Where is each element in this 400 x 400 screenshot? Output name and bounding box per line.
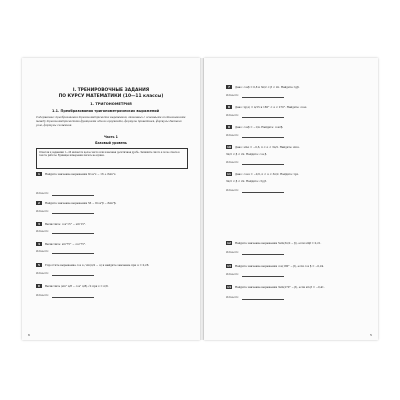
- problem-number: 9: [226, 125, 232, 129]
- problem-text: Найдите значение выражения cos(180° − β), если cos β = −0,24.: [235, 264, 325, 268]
- answer-label: Ответ:: [226, 94, 240, 97]
- level-title: Базовый уровень: [95, 141, 127, 145]
- answer-line[interactable]: [242, 192, 284, 193]
- problem-text: Дано: cosβ = 0,8 и 3π/2 < β < 2π. Найдите: tgβ.: [235, 85, 300, 89]
- problem-number: 10: [227, 145, 231, 149]
- problem-number: 14: [227, 285, 231, 289]
- answer-label: Ответ:: [36, 230, 50, 233]
- page-number: 6: [28, 333, 30, 337]
- problem-number: 5: [36, 263, 42, 267]
- answer-label: Ответ:: [226, 189, 240, 192]
- answer-line[interactable]: [52, 297, 94, 298]
- answer-line[interactable]: [52, 213, 94, 214]
- problem-text: Дано: sinα = −0,6, π < α < 3π/2. Найдите: sinα.: [235, 145, 300, 149]
- problem-text: Дано: cosβ = −1/4. Найдите: cos2β.: [235, 125, 284, 129]
- section-title: I. ТРЕНИРОВОЧНЫЕ ЗАДАНИЯ: [72, 88, 150, 93]
- problem-number: 4: [36, 242, 42, 246]
- problem-number: 13: [227, 264, 231, 268]
- problem-text: Найдите значение выражения 5sin(3π/2 − β), если sinβ = 0,21.: [235, 241, 322, 245]
- intro-paragraph: Содержание: преобразования тригонометрических выражений, связанных с основными соотношениями между тригонометрическими функциями одного аргумента, формулы приведения, формулы двойного угла, формулы сложения.: [36, 116, 186, 127]
- problem-text: Найдите значение выражения 56 − 8cos²β − 8sin²β.: [45, 201, 117, 205]
- problem-text: Дано: cosα = −0,6, π < α < 3π/2. Найдите: tgα.: [235, 172, 299, 176]
- answer-label: Ответ:: [36, 272, 50, 275]
- right-page: [204, 58, 378, 340]
- problem-text: Вычислите: cos²15° − sin²15°.: [45, 222, 87, 226]
- answer-label: Ответ:: [226, 251, 240, 254]
- answer-label: Ответ:: [36, 210, 50, 213]
- answer-line[interactable]: [242, 276, 284, 277]
- problem-number: 12: [227, 241, 231, 245]
- problem-text: Дано: tg(α) = 4/15 и 180° < α < 270°. Найдите: cosα.: [235, 105, 308, 109]
- subchapter-title: 1.1. Преобразования тригонометрических выражений: [52, 109, 160, 113]
- left-page: [22, 58, 200, 340]
- part-title: Часть 1: [104, 135, 118, 139]
- problem-number: 3: [36, 222, 42, 226]
- answer-label: Ответ:: [226, 134, 240, 137]
- instruction-box: [36, 148, 188, 169]
- problem-text: Вычислите (sin² π/8 − cos² π/8)·√2 при x = π/8.: [45, 284, 109, 288]
- problem-number: 1: [36, 172, 42, 176]
- problem-text: Вычислите: sin²75° − cos²75°.: [45, 242, 87, 246]
- problem-text-cont: 3π/2 < β < 2π. Найдите: ctg β.: [226, 180, 267, 183]
- problem-number: 6: [36, 284, 42, 288]
- problem-text-cont: 3π/2 < β < 2π. Найдите: cos β.: [226, 153, 268, 156]
- answer-label: Ответ:: [226, 273, 240, 276]
- answer-line[interactable]: [52, 233, 94, 234]
- problem-text: Упростите выражение cos α / sin(π/2 − α) и найдите значение при α = 0,28.: [45, 263, 150, 267]
- chapter-title: 1. ТРИГОНОМЕТРИЯ: [90, 102, 132, 106]
- problem-number: 7: [226, 85, 232, 89]
- problem-number: 11: [227, 172, 231, 176]
- answer-label: Ответ:: [226, 296, 240, 299]
- problem-number: 2: [36, 201, 42, 205]
- answer-line[interactable]: [52, 253, 94, 254]
- answer-line[interactable]: [242, 164, 284, 165]
- answer-line[interactable]: [52, 195, 94, 196]
- section-title-line2: ПО КУРСУ МАТЕМАТИКИ (10—11 классы): [58, 94, 164, 99]
- answer-label: Ответ:: [226, 161, 240, 164]
- answer-line[interactable]: [242, 254, 284, 255]
- answer-line[interactable]: [52, 275, 94, 276]
- answer-label: Ответ:: [36, 250, 50, 253]
- answer-line[interactable]: [242, 117, 284, 118]
- problem-number: 8: [226, 105, 232, 109]
- problem-text: Найдите значение выражения 8cos²x − 16 + 8sin²x.: [45, 172, 117, 176]
- answer-label: Ответ:: [36, 294, 50, 297]
- answer-line[interactable]: [242, 97, 284, 98]
- answer-line[interactable]: [242, 299, 284, 300]
- answer-label: Ответ:: [36, 192, 50, 195]
- answer-line[interactable]: [242, 137, 284, 138]
- problem-text: Найдите значение выражения 3sin(270° − β), если sin β = −0,41.: [235, 285, 325, 289]
- answer-label: Ответ:: [226, 114, 240, 117]
- instruction-text: Ответом к заданиям 1—26 является целое число или конечная десятичная дробь. Запишите число в поле ответа в тексте работы. Единицы измерения писать не нужно.: [39, 150, 180, 157]
- page-number: 5: [370, 333, 372, 337]
